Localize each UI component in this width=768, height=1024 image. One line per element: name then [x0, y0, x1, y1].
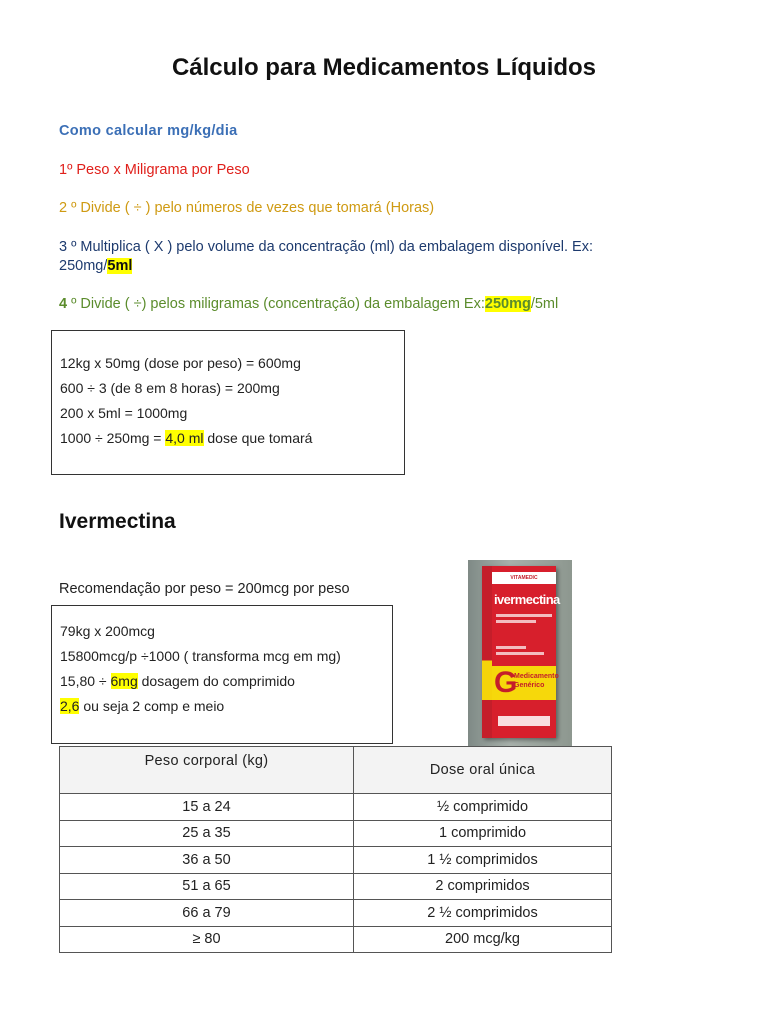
step-1: 1º Peso x Miligrama por Peso	[59, 162, 250, 178]
header-body-weight: Peso corporal (kg)	[60, 747, 354, 794]
step-4	[59, 295, 558, 314]
ivermectin-row-1: 79kg x 200mcg	[60, 623, 155, 639]
example-calculation-box	[51, 330, 405, 475]
package-box	[482, 566, 560, 738]
example-row-1: 12kg x 50mg (dose por peso) = 600mg	[60, 355, 301, 371]
package-text-line	[496, 646, 526, 649]
table-row	[60, 847, 612, 874]
example-row-4-suffix: dose que tomará	[203, 430, 313, 446]
header-single-oral-dose: Dose oral única	[354, 747, 612, 794]
tablet-dosage-highlight: 6mg	[110, 673, 138, 689]
table-row	[60, 900, 612, 927]
example-row-4-prefix: 1000 ÷ 250mg =	[60, 430, 166, 446]
example-row-3: 200 x 5ml = 1000mg	[60, 405, 188, 421]
step-3-highlight: 5ml	[107, 258, 133, 274]
table-row	[60, 926, 612, 953]
ivermectin-row-4-suffix: ou seja 2 comp e meio	[79, 698, 225, 714]
step-4-text: º Divide ( ÷) pelos miligramas (concentração) da embalagem Ex:	[67, 296, 485, 312]
example-row-4	[60, 426, 404, 451]
step-4-number: 4	[59, 296, 68, 312]
weight-cell: 36 a 50	[60, 847, 354, 874]
ivermectin-calculation-box	[51, 605, 393, 744]
package-front	[492, 566, 560, 738]
table-row	[60, 820, 612, 847]
dose-cell: 2 ½ comprimidos	[354, 900, 612, 927]
ivermectin-row-3	[60, 669, 392, 694]
weight-cell: 66 a 79	[60, 900, 354, 927]
example-result-highlight: 4,0 ml	[165, 430, 204, 446]
ivermectin-row-4	[60, 694, 392, 719]
dose-cell: 1 ½ comprimidos	[354, 847, 612, 874]
dose-cell: ½ comprimido	[354, 794, 612, 821]
package-generic-band	[492, 666, 559, 700]
recommendation-text: Recomendação por peso = 200mcg por peso	[59, 581, 350, 597]
package-text-line	[496, 614, 552, 617]
result-highlight: 2,6	[60, 698, 80, 714]
weight-cell: 51 a 65	[60, 873, 354, 900]
package-side	[482, 566, 492, 738]
dose-cell: 200 mcg/kg	[354, 926, 612, 953]
weight-cell: 25 a 35	[60, 820, 354, 847]
dose-table-header-row	[60, 747, 612, 794]
dose-cell: 2 comprimidos	[354, 873, 612, 900]
ivermectin-row-3-suffix: dosagem do comprimido	[137, 673, 295, 689]
generic-g-logo: G	[494, 666, 518, 699]
step-4-suffix: /5ml	[530, 296, 559, 312]
weight-cell: 15 a 24	[60, 794, 354, 821]
example-row-2: 600 ÷ 3 (de 8 em 8 horas) = 200mg	[60, 380, 280, 396]
package-bottom-label	[498, 716, 550, 726]
dose-cell: 1 comprimido	[354, 820, 612, 847]
ivermectin-row-2: 15800mcg/p ÷1000 ( transforma mcg em mg)	[60, 648, 341, 664]
ivermectin-row-3-prefix: 15,80 ÷	[60, 673, 111, 689]
package-text-line	[496, 652, 544, 655]
weight-cell: ≥ 80	[60, 926, 354, 953]
table-row	[60, 794, 612, 821]
dose-table	[59, 746, 612, 953]
page-title: Cálculo para Medicamentos Líquidos	[171, 54, 597, 81]
package-drug-name: ivermectina	[494, 592, 560, 607]
how-to-heading: Como calcular mg/kg/dia	[59, 123, 238, 139]
table-row	[60, 873, 612, 900]
section-title-ivermectina: Ivermectina	[59, 510, 176, 533]
step-4-highlight: 250mg	[484, 296, 531, 312]
step-3	[59, 238, 593, 276]
step-3-line-1: 3 º Multiplica ( X ) pelo volume da concentração (ml) da embalagem disponível. Ex:	[59, 239, 593, 255]
step-2: 2 º Divide ( ÷ ) pelo números de vezes que tomará (Horas)	[59, 200, 435, 216]
ivermectina-package-image	[468, 560, 572, 748]
package-brand: VITAMEDIC	[492, 572, 556, 584]
step-3-line-2-prefix: 250mg/	[59, 258, 108, 274]
package-text-line	[496, 620, 536, 623]
generic-label: Medicamento Genérico	[514, 673, 559, 689]
